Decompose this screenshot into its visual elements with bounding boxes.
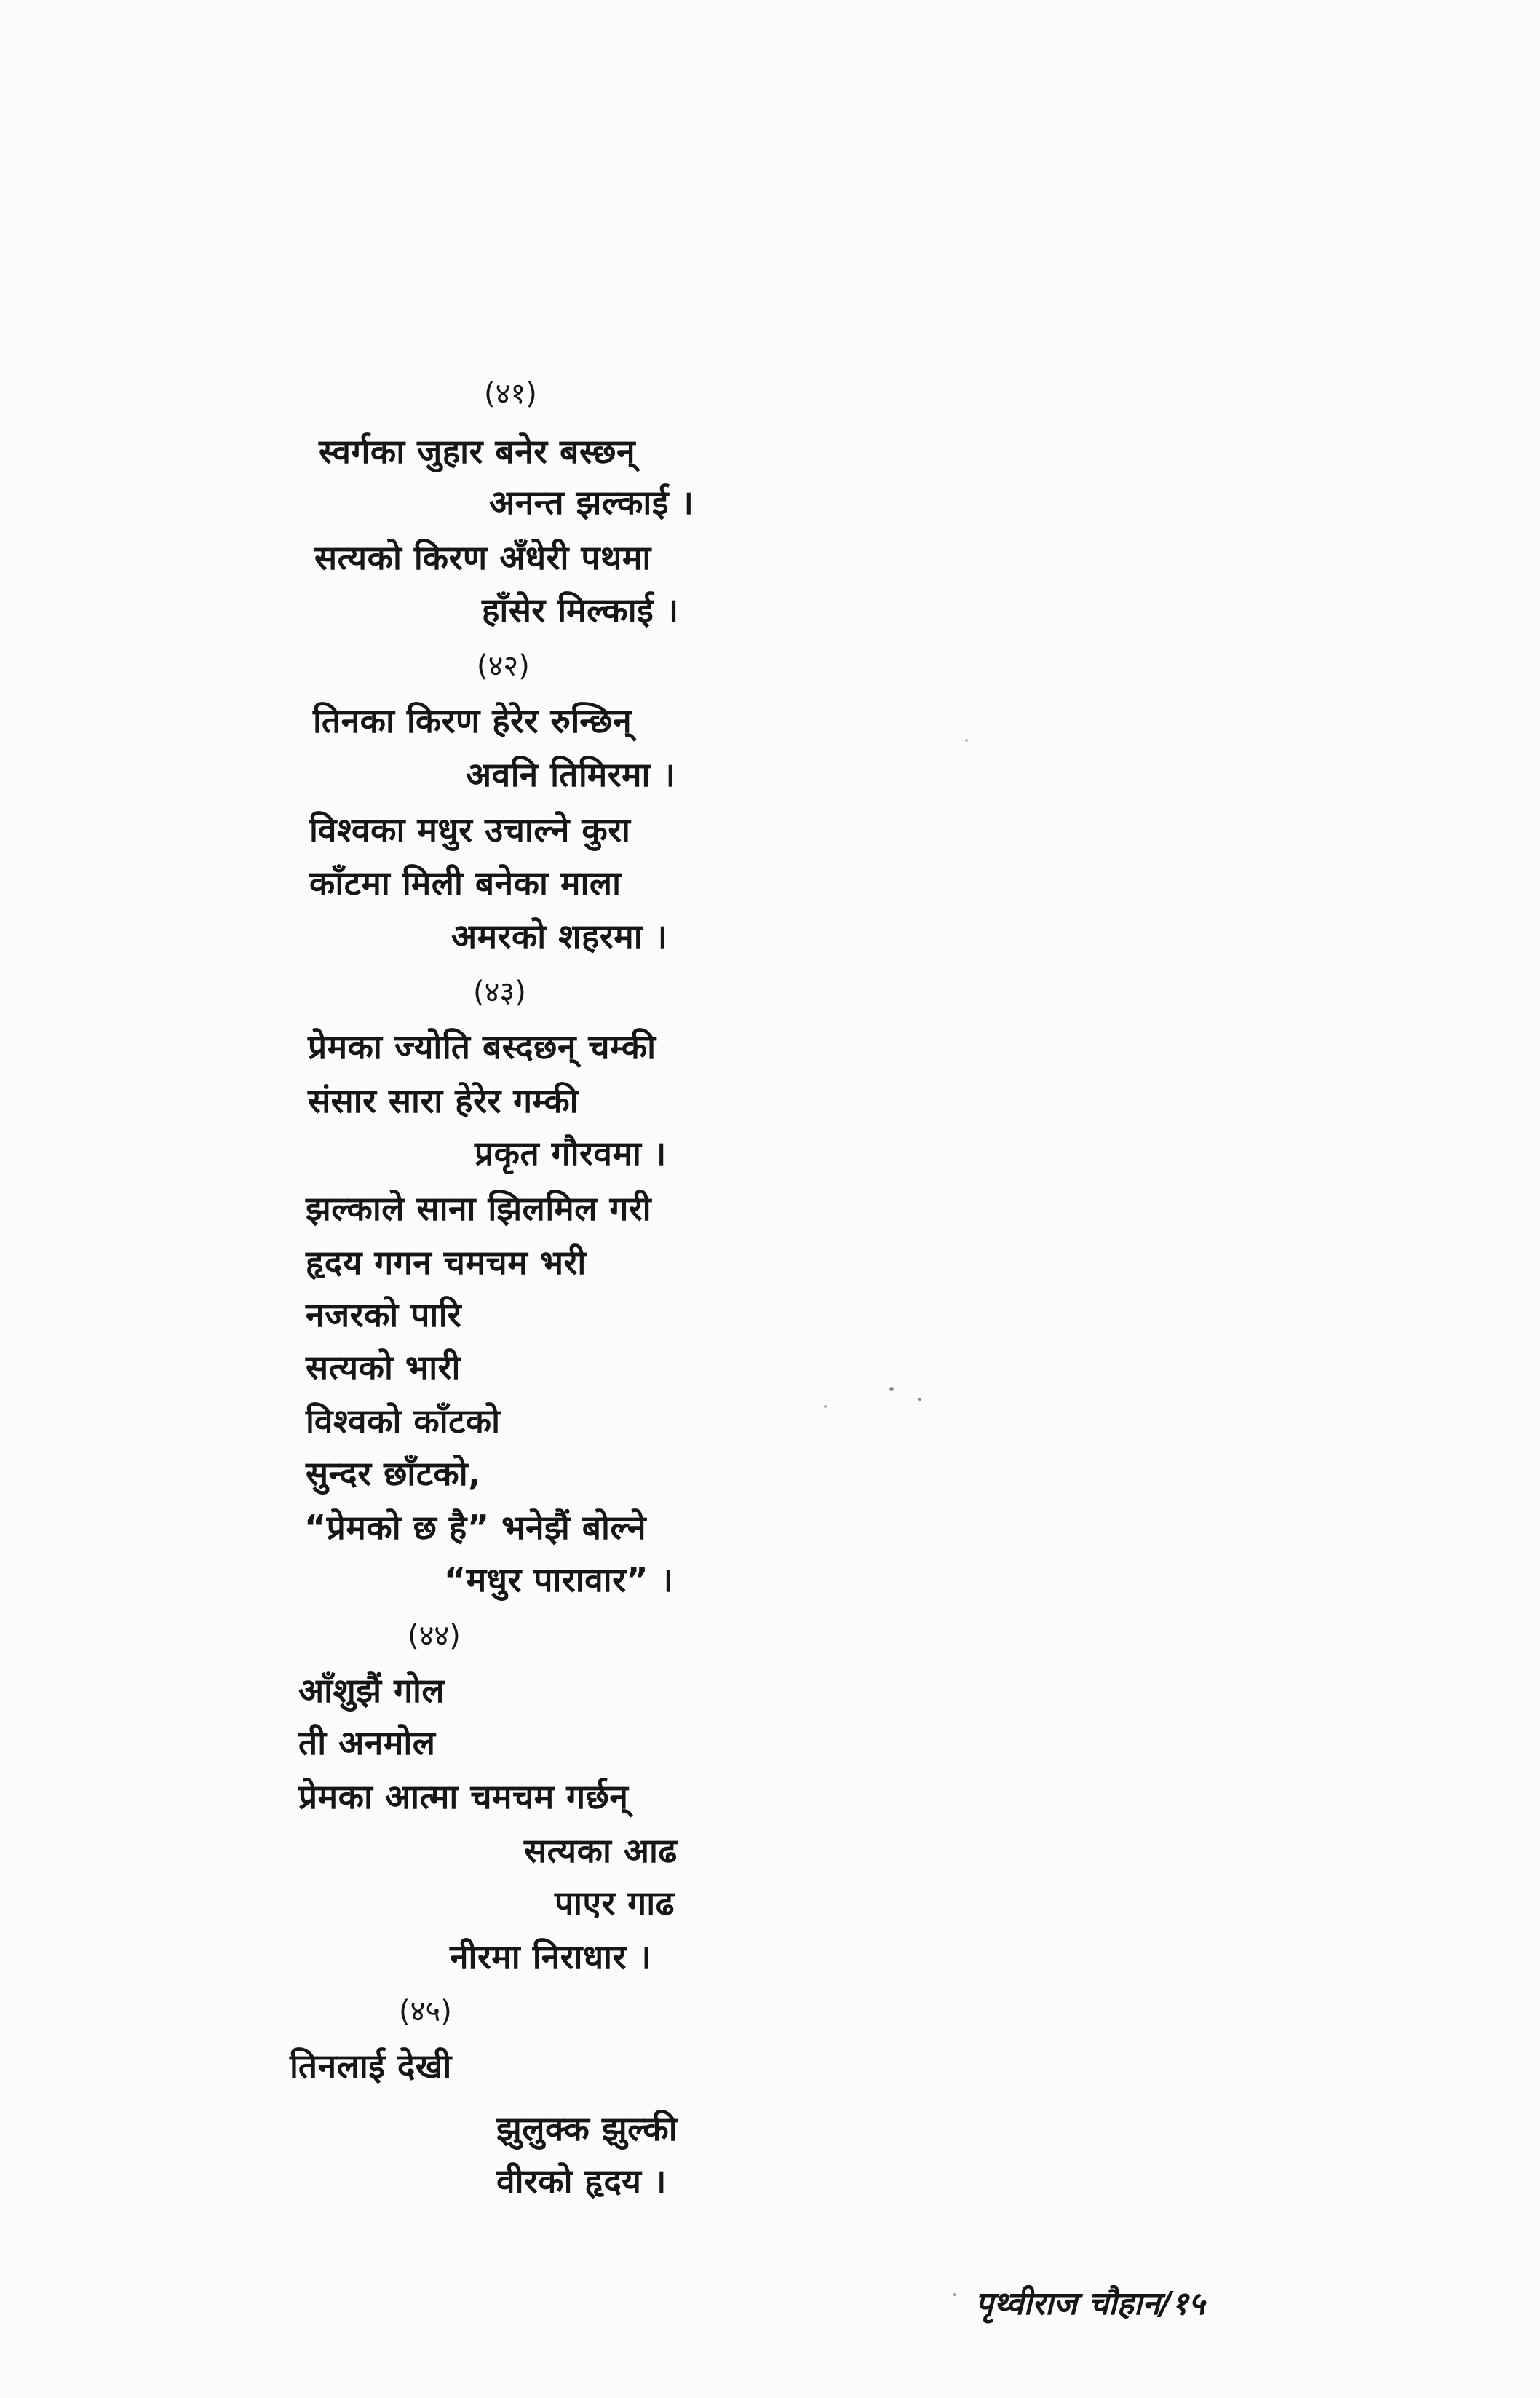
verse-43-line-9: सुन्दर छाँटको,: [306, 1454, 482, 1493]
verse-number-44: (४४): [408, 1619, 461, 1653]
scan-speck: [965, 739, 968, 742]
running-footer: पृथ्वीराज चौहान/१५: [975, 2285, 1205, 2322]
verse-42-line-2: अवनि तिमिरमा ।: [466, 755, 676, 794]
verse-44-line-1: आँशुझैं गोल: [298, 1671, 445, 1710]
verse-43-line-11: “मधुर पारावार” ।: [444, 1560, 674, 1599]
verse-43-line-5: हृदय गगन चमचम भरी: [306, 1243, 587, 1282]
verse-number-45: (४५): [399, 1995, 452, 2028]
verse-44-line-6: नीरमा निराधार ।: [450, 1937, 652, 1976]
verse-44-line-3: प्रेमका आत्मा चमचम गर्छन्: [298, 1777, 629, 1816]
verse-number-43: (४३): [473, 976, 526, 1009]
scan-speck: [889, 1387, 894, 1391]
verse-42-line-1: तिनका किरण हेरेर रुन्छिन्: [313, 701, 632, 740]
verse-41-line-3: सत्यको किरण अँधेरी पथमा: [314, 538, 651, 577]
verse-number-42: (४२): [477, 649, 530, 683]
verse-42-line-4: काँटमा मिली बनेका माला: [309, 863, 622, 903]
verse-43-line-1: प्रेमका ज्योति बस्दछन् चम्की: [308, 1027, 656, 1067]
verse-43-line-10: “प्रेमको छ है” भनेझैं बोल्ने: [304, 1508, 646, 1547]
scan-speck: [918, 1398, 921, 1401]
verse-number-41: (४१): [484, 377, 537, 411]
verse-45-line-1: तिनलाई देखी: [290, 2046, 452, 2086]
verse-43-line-3: प्रकृत गौरवमा ।: [475, 1133, 667, 1173]
verse-43-line-8: विश्वको काँटको: [306, 1401, 501, 1441]
verse-44-line-2: ती अनमोल: [298, 1723, 436, 1762]
verse-42-line-3: विश्वका मधुर उचाल्ने कुरा: [309, 810, 631, 850]
verse-45-line-2: झुलुक्क झुल्की: [496, 2109, 678, 2148]
scan-speck: [824, 1405, 827, 1408]
verse-44-line-5: पाएर गाढ: [555, 1883, 675, 1923]
verse-43-line-7: सत्यको भारी: [306, 1348, 461, 1387]
scan-speck: [953, 2293, 956, 2296]
verse-41-line-2: अनन्त झल्काई ।: [489, 483, 694, 522]
verse-45-line-3: वीरको हृदय ।: [496, 2161, 667, 2201]
verse-42-line-5: अमरको शहरमा ।: [451, 917, 668, 956]
verse-43-line-6: नजरको पारि: [306, 1295, 462, 1334]
verse-43-line-2: संसार सारा हेरेर गम्की: [308, 1081, 579, 1120]
verse-44-line-4: सत्यका आढ: [524, 1831, 678, 1870]
verse-41-line-4: हाँसेर मिल्काई ।: [482, 590, 679, 630]
verse-43-line-4: झल्काले साना झिलमिल गरी: [306, 1189, 652, 1228]
verse-41-line-1: स्वर्गका जुहार बनेर बस्छन्: [319, 432, 635, 471]
